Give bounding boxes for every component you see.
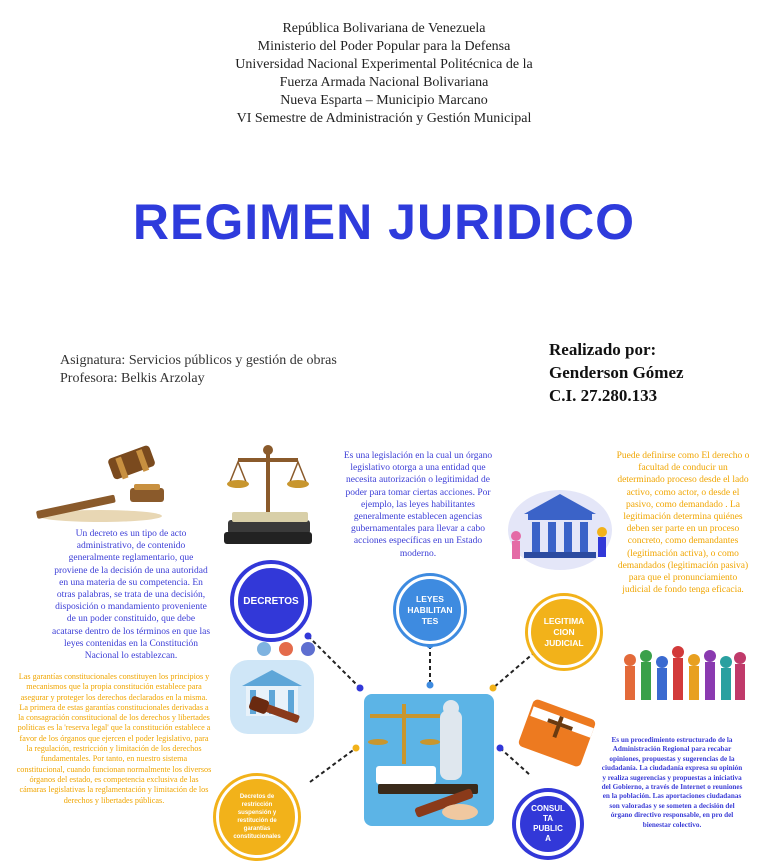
header-line: Nueva Esparta – Municipio Marcano	[280, 93, 488, 108]
author-info	[549, 338, 684, 407]
teacher-line: Profesora: Belkis Arzolay	[60, 371, 205, 386]
crowd-icon	[620, 640, 748, 710]
infographic	[0, 430, 768, 866]
decretos-description: Un decreto es un tipo de acto administrativo, de contenido generalmente reglamentario, que proviene de la decisión de una autoridad en una materia de su competencia. En otras palabras, se trata de una decisión, disposición o mandamiento proveniente de un poder constituido, que debe acatarse dentro de los términos en que las leyes contenidas en la Constitución Nacional lo establezcan.	[52, 529, 211, 662]
legitimacion-label-line: CION	[553, 626, 575, 637]
file-icons	[256, 640, 316, 658]
header-line: Universidad Nacional Experimental Politécnica de la	[235, 57, 533, 72]
garantias-node	[216, 776, 298, 858]
consulta-label-line: PUBLIC	[533, 824, 563, 833]
header-line: Fuerza Armada Nacional Bolivariana	[279, 75, 489, 90]
header-line: Ministerio del Poder Popular para la Defensa	[257, 39, 511, 54]
header-line: VI Semestre de Administración y Gestión Municipal	[236, 111, 532, 126]
author-label: Realizado por:	[549, 340, 657, 359]
leyes-label-line: LEYES	[416, 593, 444, 604]
legitimacion-label-line: JUDICIAL	[544, 637, 584, 648]
consulta-label-line: CONSUL	[531, 804, 565, 813]
consulta-label-line: A	[545, 834, 551, 843]
course-info	[60, 352, 337, 388]
subject-line: Asignatura: Servicios públicos y gestión de obras	[60, 353, 337, 368]
garantias-description: Las garantías constitucionales constituyen los principios y mecanismos que la propia constitución establece para asegurar y proteger los derechos declarados en la misma. La primera de estas garantías constitucionales derivadas a la consagración constitucional de los derechos y libertades políticas es la 'reserva legal' que la constitución establece a favor de los órganos que ejercen el poder legislativo, para la regulación, restricción y limitación de los derechos fundamentales. Por tanto, en nuestro sistema constitucional, cuando funcionan normalmente los diversos órganos del estado, es competencia exclusiva de las cámaras legislativas la reglamentación y limitación de los derechos y libertades públicas.	[16, 672, 212, 805]
institution-header	[0, 20, 768, 128]
garantias-label: Decretos de restricción suspensión y restitución de garantías constitucionales	[233, 794, 281, 840]
courthouse-icon	[226, 656, 318, 738]
author-id: C.I. 27.280.133	[549, 386, 658, 405]
decretos-label: DECRETOS	[243, 595, 299, 607]
header-line: República Bolivariana de Venezuela	[282, 21, 486, 36]
consulta-label-line: TA	[542, 814, 554, 823]
author-name: Genderson Gómez	[549, 363, 684, 382]
leyes-habilitantes-node	[396, 576, 464, 644]
justice-center-image	[364, 694, 494, 826]
document-title: REGIMEN JURIDICO	[132, 194, 636, 250]
document-icons	[256, 640, 316, 658]
gavel-icon	[30, 444, 170, 524]
decretos-node	[234, 564, 308, 638]
consulta-publica-node	[516, 792, 580, 856]
leyes-label-line: HABILITAN	[407, 604, 453, 615]
leyes-label-line: TES	[421, 615, 439, 626]
law-book-icon	[516, 690, 606, 770]
leyes-habilitantes-description: Es una legislación en la cual un órgano legislativo otorga a una entidad que necesita autorización o legitimidad de poder para tomar ciertas acciones. Por ejemplo, las leyes habilitantes generalmente establecen agencias gubernamentales para llevar a cabo acciones específicas en un Estado moderno.	[343, 451, 493, 559]
legitimacion-judicial-node	[528, 596, 600, 668]
scales-of-justice-icon	[218, 442, 318, 547]
government-building-icon	[502, 480, 614, 575]
legitimacion-description: Puede definirse como El derecho o facultad de conducir un determinado proceso desde el lado activo, como actor, o desde el pasivo, como demandado . La legitimación determina quiénes deben ser parte en un proceso concreto, como demandantes (legitimación activa), o como demandados (legitimación pasiva) para que el pronunciamiento judicial de fondo tenga eficacia.	[616, 451, 750, 596]
consulta-publica-description: Es un procedimiento estructurado de la Administración Regional para recabar opiniones, propuestas y sugerencias de la ciudadanía. La ciudadanía expresa su opinión y realiza sugerencias y propuestas a iniciativa del Gobierno, a través de Internet o reuniones en la población. Las aportaciones ciudadanas son valoradas y se someten a decisión del órgano directivo responsable, en pro del bienestar colectivo.	[601, 736, 743, 829]
legitimacion-label-line: LEGITIMA	[543, 615, 585, 626]
